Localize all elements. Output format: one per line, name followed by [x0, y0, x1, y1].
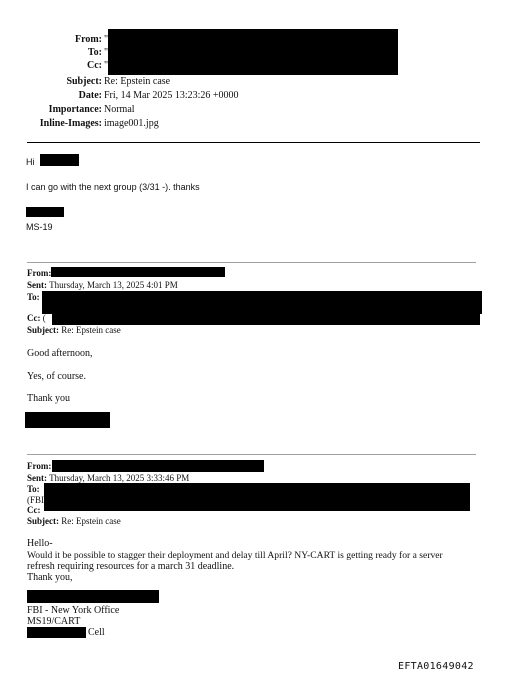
msg2-subject-value: Re: Epstein case [61, 516, 121, 526]
redaction-msg2-to [44, 483, 470, 511]
redaction-msg2-from [52, 460, 264, 472]
msg2-subject-label: Subject: [27, 516, 59, 526]
msg2-sent-label: Sent: [27, 473, 47, 483]
msg1-line3: Thank you [27, 393, 71, 404]
redaction-msg1-to [42, 291, 482, 314]
msg1-subject-label: Subject: [27, 325, 59, 335]
inline-images-value: image001.jpg [104, 118, 159, 129]
msg2-sig-cell: Cell [88, 627, 105, 638]
redaction-msg1-signature [25, 412, 110, 428]
to-value: " [104, 47, 109, 58]
msg2-sig-office: FBI - New York Office [27, 605, 120, 616]
subject-label: Subject: [66, 76, 102, 87]
reply-greeting: Hi [26, 157, 35, 167]
to-label: To: [87, 47, 102, 58]
msg2-sent-value: Thursday, March 13, 2025 3:33:46 PM [49, 473, 190, 483]
from-value: " [104, 34, 109, 45]
msg1-from-label: From: [27, 268, 52, 278]
importance-label: Importance: [48, 104, 102, 115]
redaction-signature-name [26, 207, 64, 217]
reply-body: I can go with the next group (3/31 -). thanks [26, 182, 200, 192]
msg2-cc-label: Cc: [27, 505, 41, 515]
msg2-to-extra: (FBI [27, 495, 45, 505]
msg1-cc-label: Cc: [27, 313, 41, 323]
msg1-to-label: To: [27, 292, 40, 302]
redaction-header-recipients [108, 29, 398, 75]
msg1-cc-value: ( [42, 313, 46, 323]
subject-value: Re: Epstein case [104, 76, 171, 87]
msg2-sig-unit: MS19/CART [27, 616, 81, 627]
msg1-line1: Good afternoon, [27, 348, 93, 359]
msg1-sent-label: Sent: [27, 280, 47, 290]
importance-value: Normal [104, 104, 135, 115]
msg2-to-label: To: [27, 484, 40, 494]
date-value: Fri, 14 Mar 2025 13:23:26 +0000 [104, 90, 239, 101]
from-label: From: [74, 34, 102, 45]
cc-value: " [104, 60, 109, 71]
redaction-msg2-phone [27, 627, 86, 638]
cc-label: Cc: [87, 60, 102, 71]
reply-signature: MS-19 [26, 222, 53, 232]
date-label: Date: [78, 90, 102, 101]
header-divider [27, 142, 480, 143]
redaction-greeting-name [40, 154, 79, 166]
msg1-sent-value: Thursday, March 13, 2025 4:01 PM [49, 280, 178, 290]
inline-images-label: Inline-Images: [39, 118, 102, 129]
msg2-line1: Hello- [27, 538, 53, 549]
message2-divider [27, 454, 476, 455]
msg1-line2: Yes, of course. [27, 371, 86, 382]
msg1-subject-value: Re: Epstein case [61, 325, 121, 335]
msg2-line4: Thank you, [27, 572, 73, 583]
message1-divider [27, 262, 476, 263]
redaction-msg1-cc [52, 312, 480, 325]
msg2-line2: Would it be possible to stagger their deployment and delay till April? NY-CART is getting ready for a server [27, 550, 443, 561]
bates-number: EFTA01649042 [398, 661, 474, 672]
msg2-line3: refresh requiring resources for a march 31 deadline. [27, 561, 235, 572]
redaction-msg2-signature-name [27, 590, 159, 603]
redaction-msg1-from [51, 267, 225, 277]
msg2-from-label: From: [27, 461, 52, 471]
